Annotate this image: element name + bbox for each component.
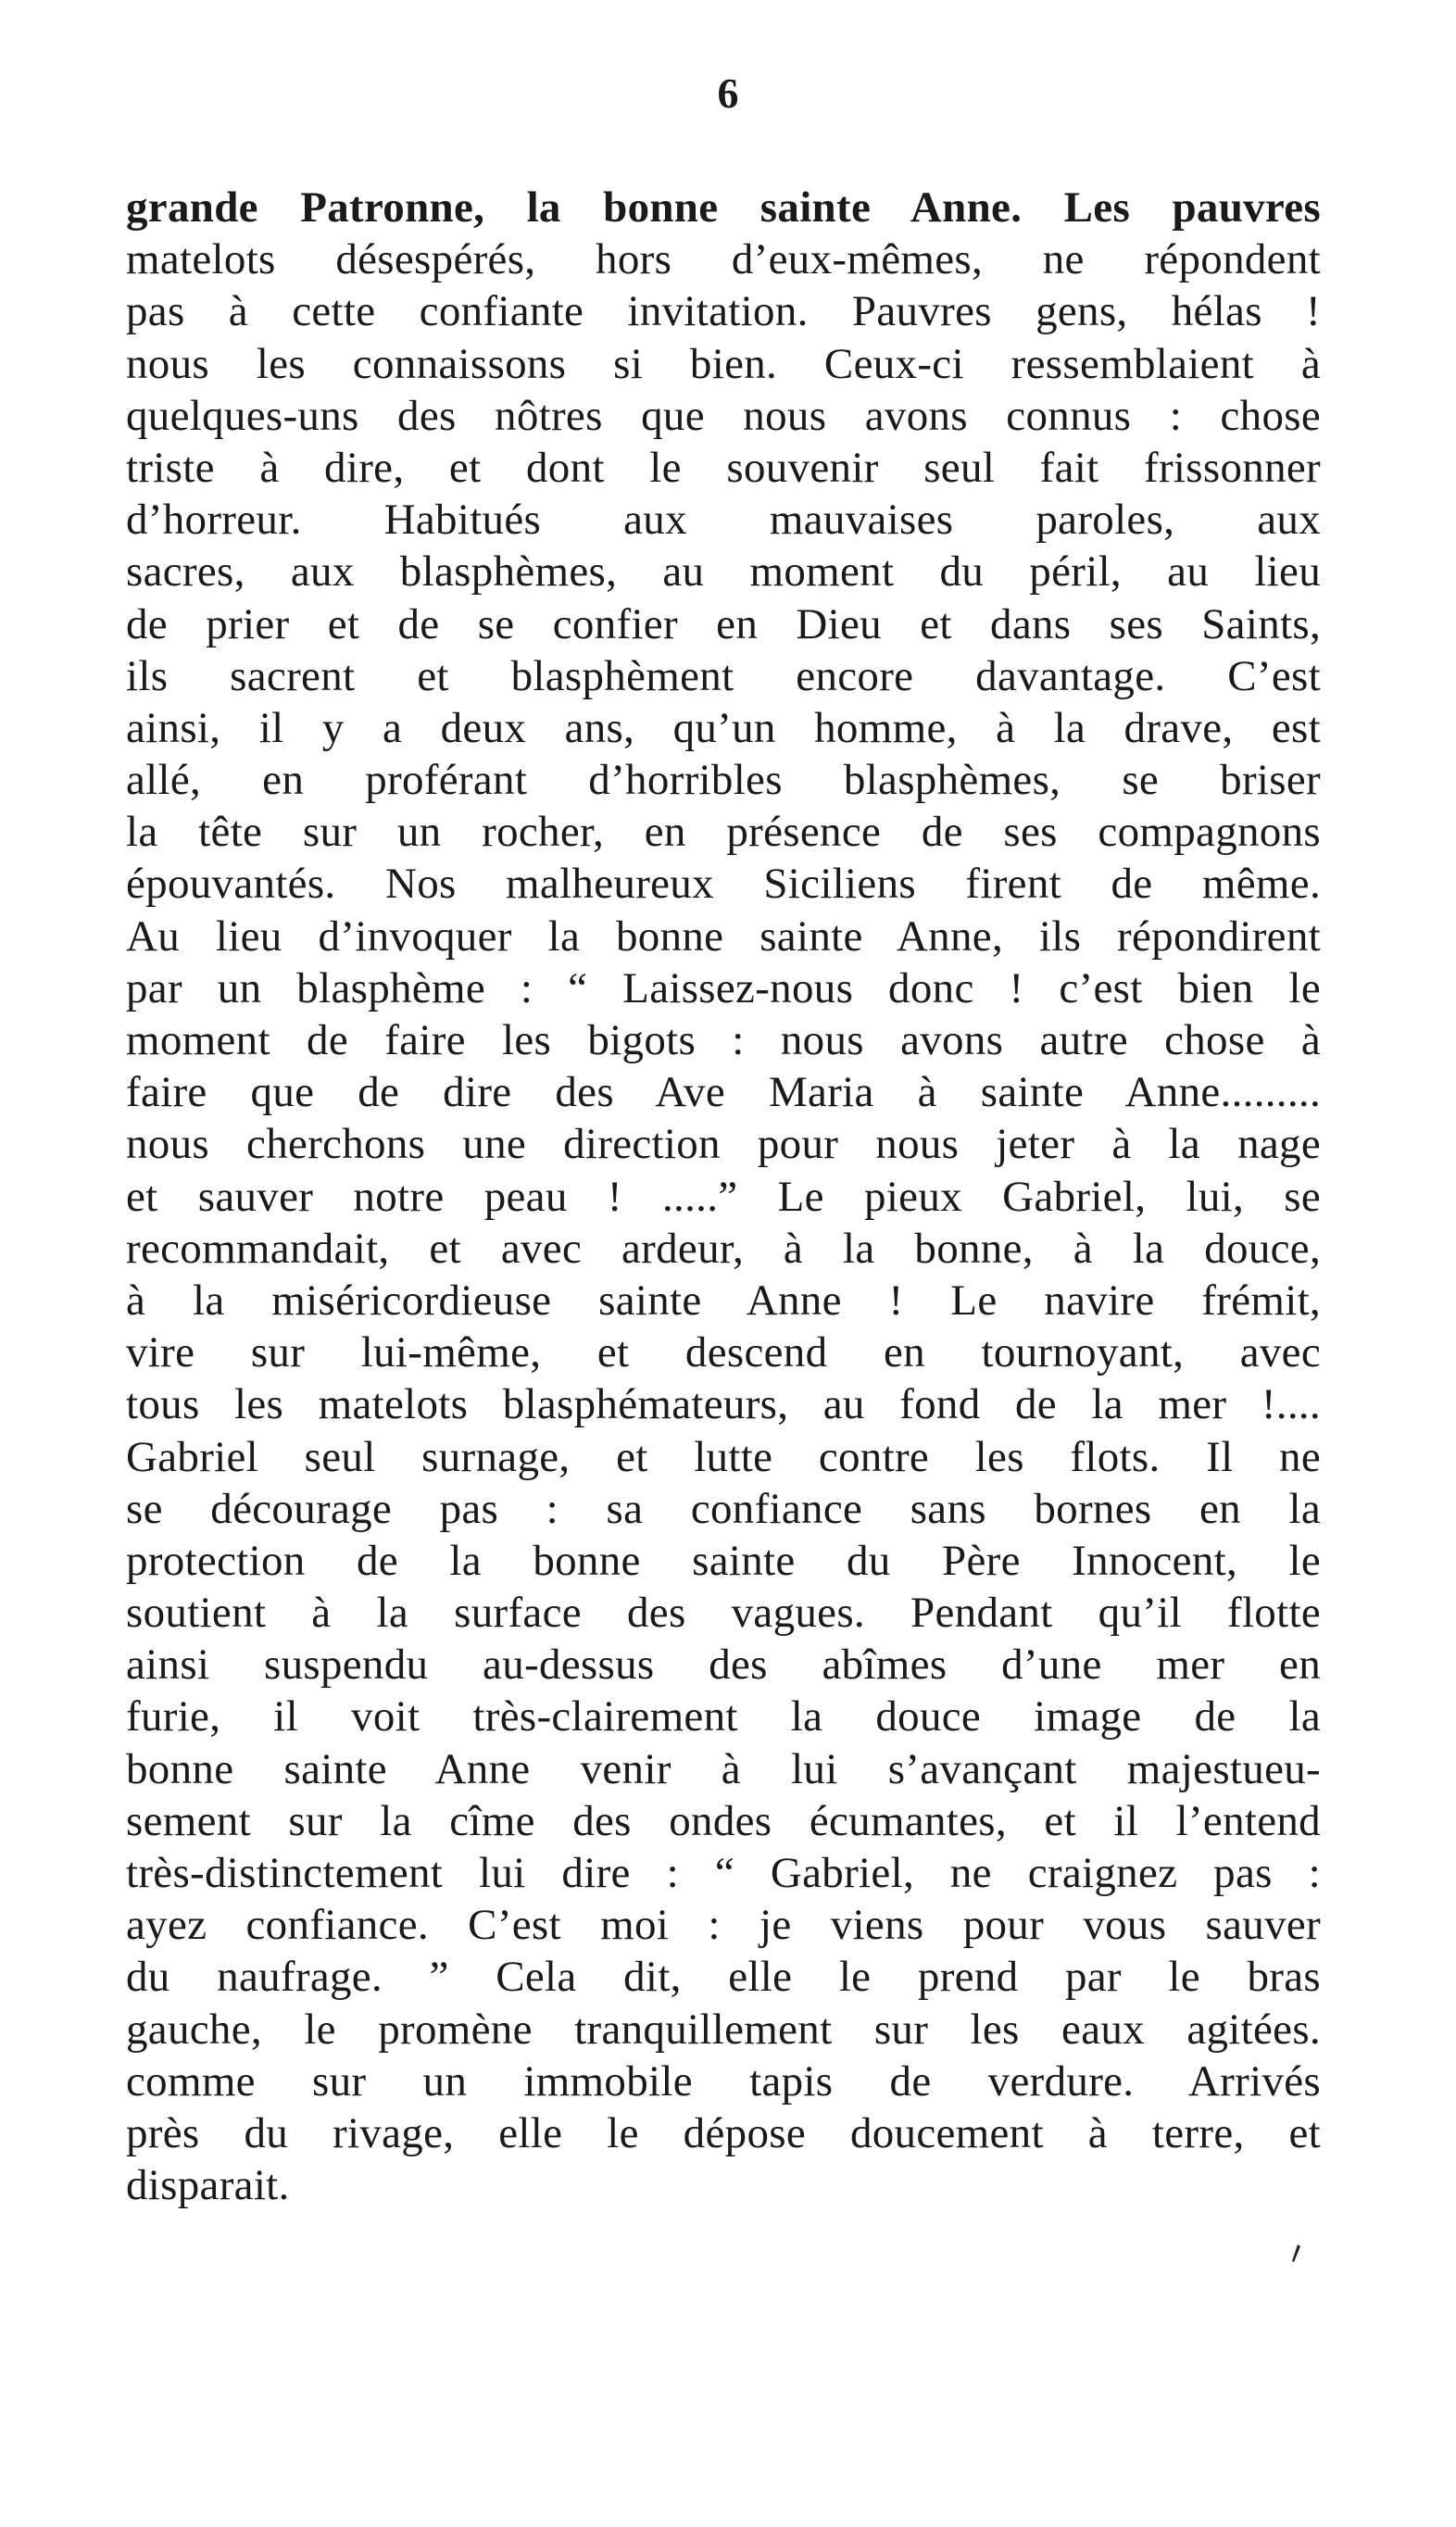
text-line: pas à cette confiante invitation. Pauvres gens, hélas !: [126, 287, 1321, 336]
text-line: ils sacrent et blasphèment encore davantage. C’est: [126, 651, 1321, 700]
text-line: bonne sainte Anne venir à lui s’avançant majestueu-: [126, 1744, 1321, 1793]
body-text: [126, 182, 1321, 2211]
text-line: du naufrage. ” Cela dit, elle le prend par le bras: [126, 1953, 1321, 2002]
text-line: protection de la bonne sainte du Père Innocent, le: [126, 1536, 1321, 1585]
text-line: comme sur un immobile tapis de verdure. Arrivés: [126, 2056, 1321, 2106]
text-line: gauche, le promène tranquillement sur les eaux agitées.: [126, 2005, 1321, 2054]
text-line: épouvantés. Nos malheureux Siciliens firent de même.: [126, 860, 1321, 909]
text-line: triste à dire, et dont le souvenir seul fait frissonner: [126, 443, 1321, 492]
text-line: allé, en proférant d’horribles blasphèmes, se briser: [126, 756, 1321, 805]
text-line: très-distinctement lui dire : “ Gabriel, ne craignez pas :: [126, 1849, 1321, 1897]
text-line: soutient à la surface des vagues. Pendant qu’il flotte: [126, 1589, 1321, 1638]
text-line: sacres, aux blasphèmes, au moment du péril, au lieu: [126, 547, 1321, 597]
text-line: tous les matelots blasphémateurs, au fond de la mer !....: [126, 1380, 1321, 1429]
text-line: matelots désespérés, hors d’eux-mêmes, ne répondent: [126, 235, 1321, 284]
text-line: d’horreur. Habitués aux mauvaises paroles, aux: [126, 496, 1321, 545]
text-line: Au lieu d’invoquer la bonne sainte Anne, ils répondirent: [126, 911, 1321, 961]
text-line: faire que de dire des Ave Maria à sainte Anne.........: [126, 1068, 1321, 1117]
text-line: de prier et de se confier en Dieu et dans ses Saints,: [126, 599, 1321, 648]
text-line: à la miséricordieuse sainte Anne ! Le navire frémit,: [126, 1276, 1321, 1325]
page-number: 6: [717, 69, 739, 117]
text-line: sement sur la cîme des ondes écumantes, et il l’entend: [126, 1796, 1321, 1845]
text-line: moment de faire les bigots : nous avons autre chose à: [126, 1016, 1321, 1064]
ink-mark-icon: [1289, 2244, 1302, 2264]
text-line: quelques-uns des nôtres que nous avons connus : chose: [126, 391, 1321, 440]
text-line: ainsi, il y a deux ans, qu’un homme, à la drave, est: [126, 703, 1321, 752]
text-line: ayez confiance. C’est moi : je viens pour vous sauver: [126, 1901, 1321, 1950]
text-line: recommandait, et avec ardeur, à la bonne, à la douce,: [126, 1224, 1321, 1273]
text-line: Gabriel seul surnage, et lutte contre les flots. Il ne: [126, 1432, 1321, 1481]
text-line: se décourage pas : sa confiance sans bornes en la: [126, 1484, 1321, 1533]
text-line: nous cherchons une direction pour nous jeter à la nage: [126, 1120, 1321, 1169]
text-line: la tête sur un rocher, en présence de ses compagnons: [126, 808, 1321, 857]
text-line: par un blasphème : “ Laissez-nous donc ! c’est bien le: [126, 963, 1321, 1012]
text-line: nous les connaissons si bien. Ceux-ci ressemblaient à: [126, 339, 1321, 388]
text-line: furie, il voit très-clairement la douce image de la: [126, 1692, 1321, 1741]
text-line: grande Patronne, la bonne sainte Anne. Les pauvres: [126, 183, 1321, 232]
text-line: ainsi suspendu au-dessus des abîmes d’une mer en: [126, 1641, 1321, 1690]
text-line: vire sur lui-même, et descend en tournoyant, avec: [126, 1328, 1321, 1377]
text-line: et sauver notre peau ! .....” Le pieux Gabriel, lui, se: [126, 1172, 1321, 1221]
text-line: près du rivage, elle le dépose doucement à terre, et: [126, 2108, 1321, 2157]
text-line: disparait.: [126, 2161, 290, 2210]
